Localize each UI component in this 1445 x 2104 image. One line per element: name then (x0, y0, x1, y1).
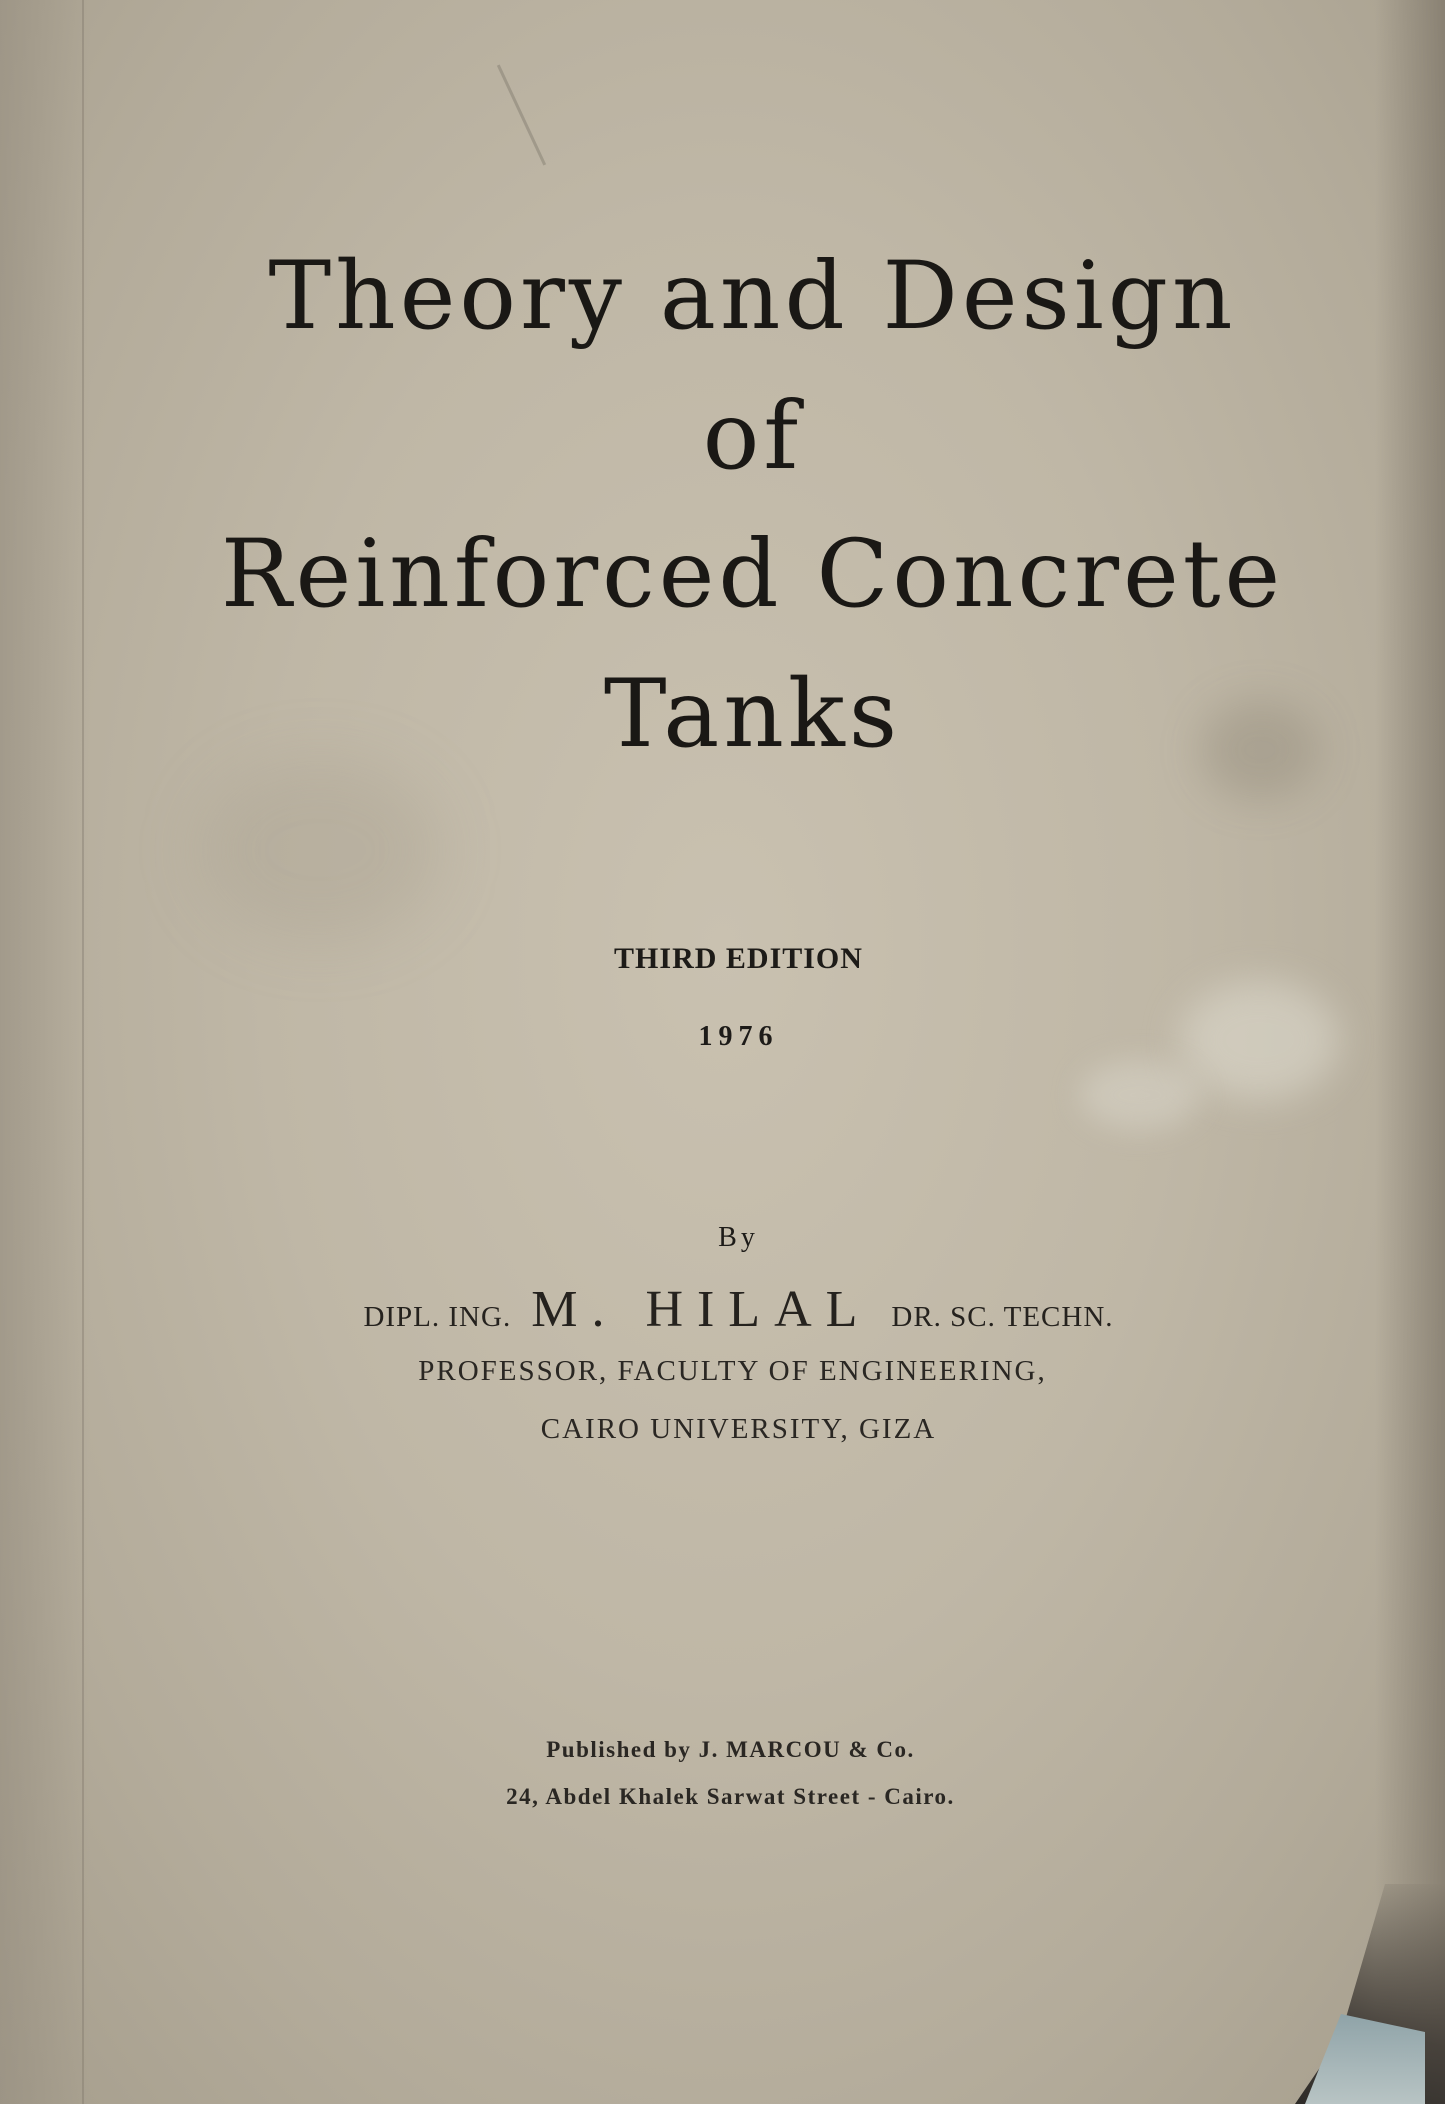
book-title-line-1: Theory and Design (268, 242, 1237, 351)
author-suffix: DR. SC. TECHN. (891, 1301, 1114, 1333)
author-prefix: DIPL. ING. (363, 1301, 512, 1333)
edition-label: THIRD EDITION (614, 942, 863, 975)
by-label: By (718, 1222, 759, 1253)
book-title-line-2: of (702, 382, 803, 491)
book-title-line-4: Tanks (603, 660, 902, 769)
publisher-line-1: Published by J. MARCOU & Co. (546, 1737, 915, 1762)
publication-year: 1976 (698, 1021, 779, 1052)
paper-stain (1080, 1060, 1200, 1130)
paper-stain (200, 760, 440, 940)
publisher-address: 24, Abdel Khalek Sarwat Street - Cairo. (506, 1784, 955, 1809)
paper-crease (497, 65, 546, 166)
author-line (16, 1280, 1445, 1339)
affiliation-line-1: PROFESSOR, FACULTY OF ENGINEERING, (418, 1355, 1047, 1387)
author-name: M. HILAL (531, 1281, 872, 1338)
affiliation-line-2: CAIRO UNIVERSITY, GIZA (540, 1413, 937, 1445)
book-title-line-3: Reinforced Concrete (220, 520, 1285, 629)
